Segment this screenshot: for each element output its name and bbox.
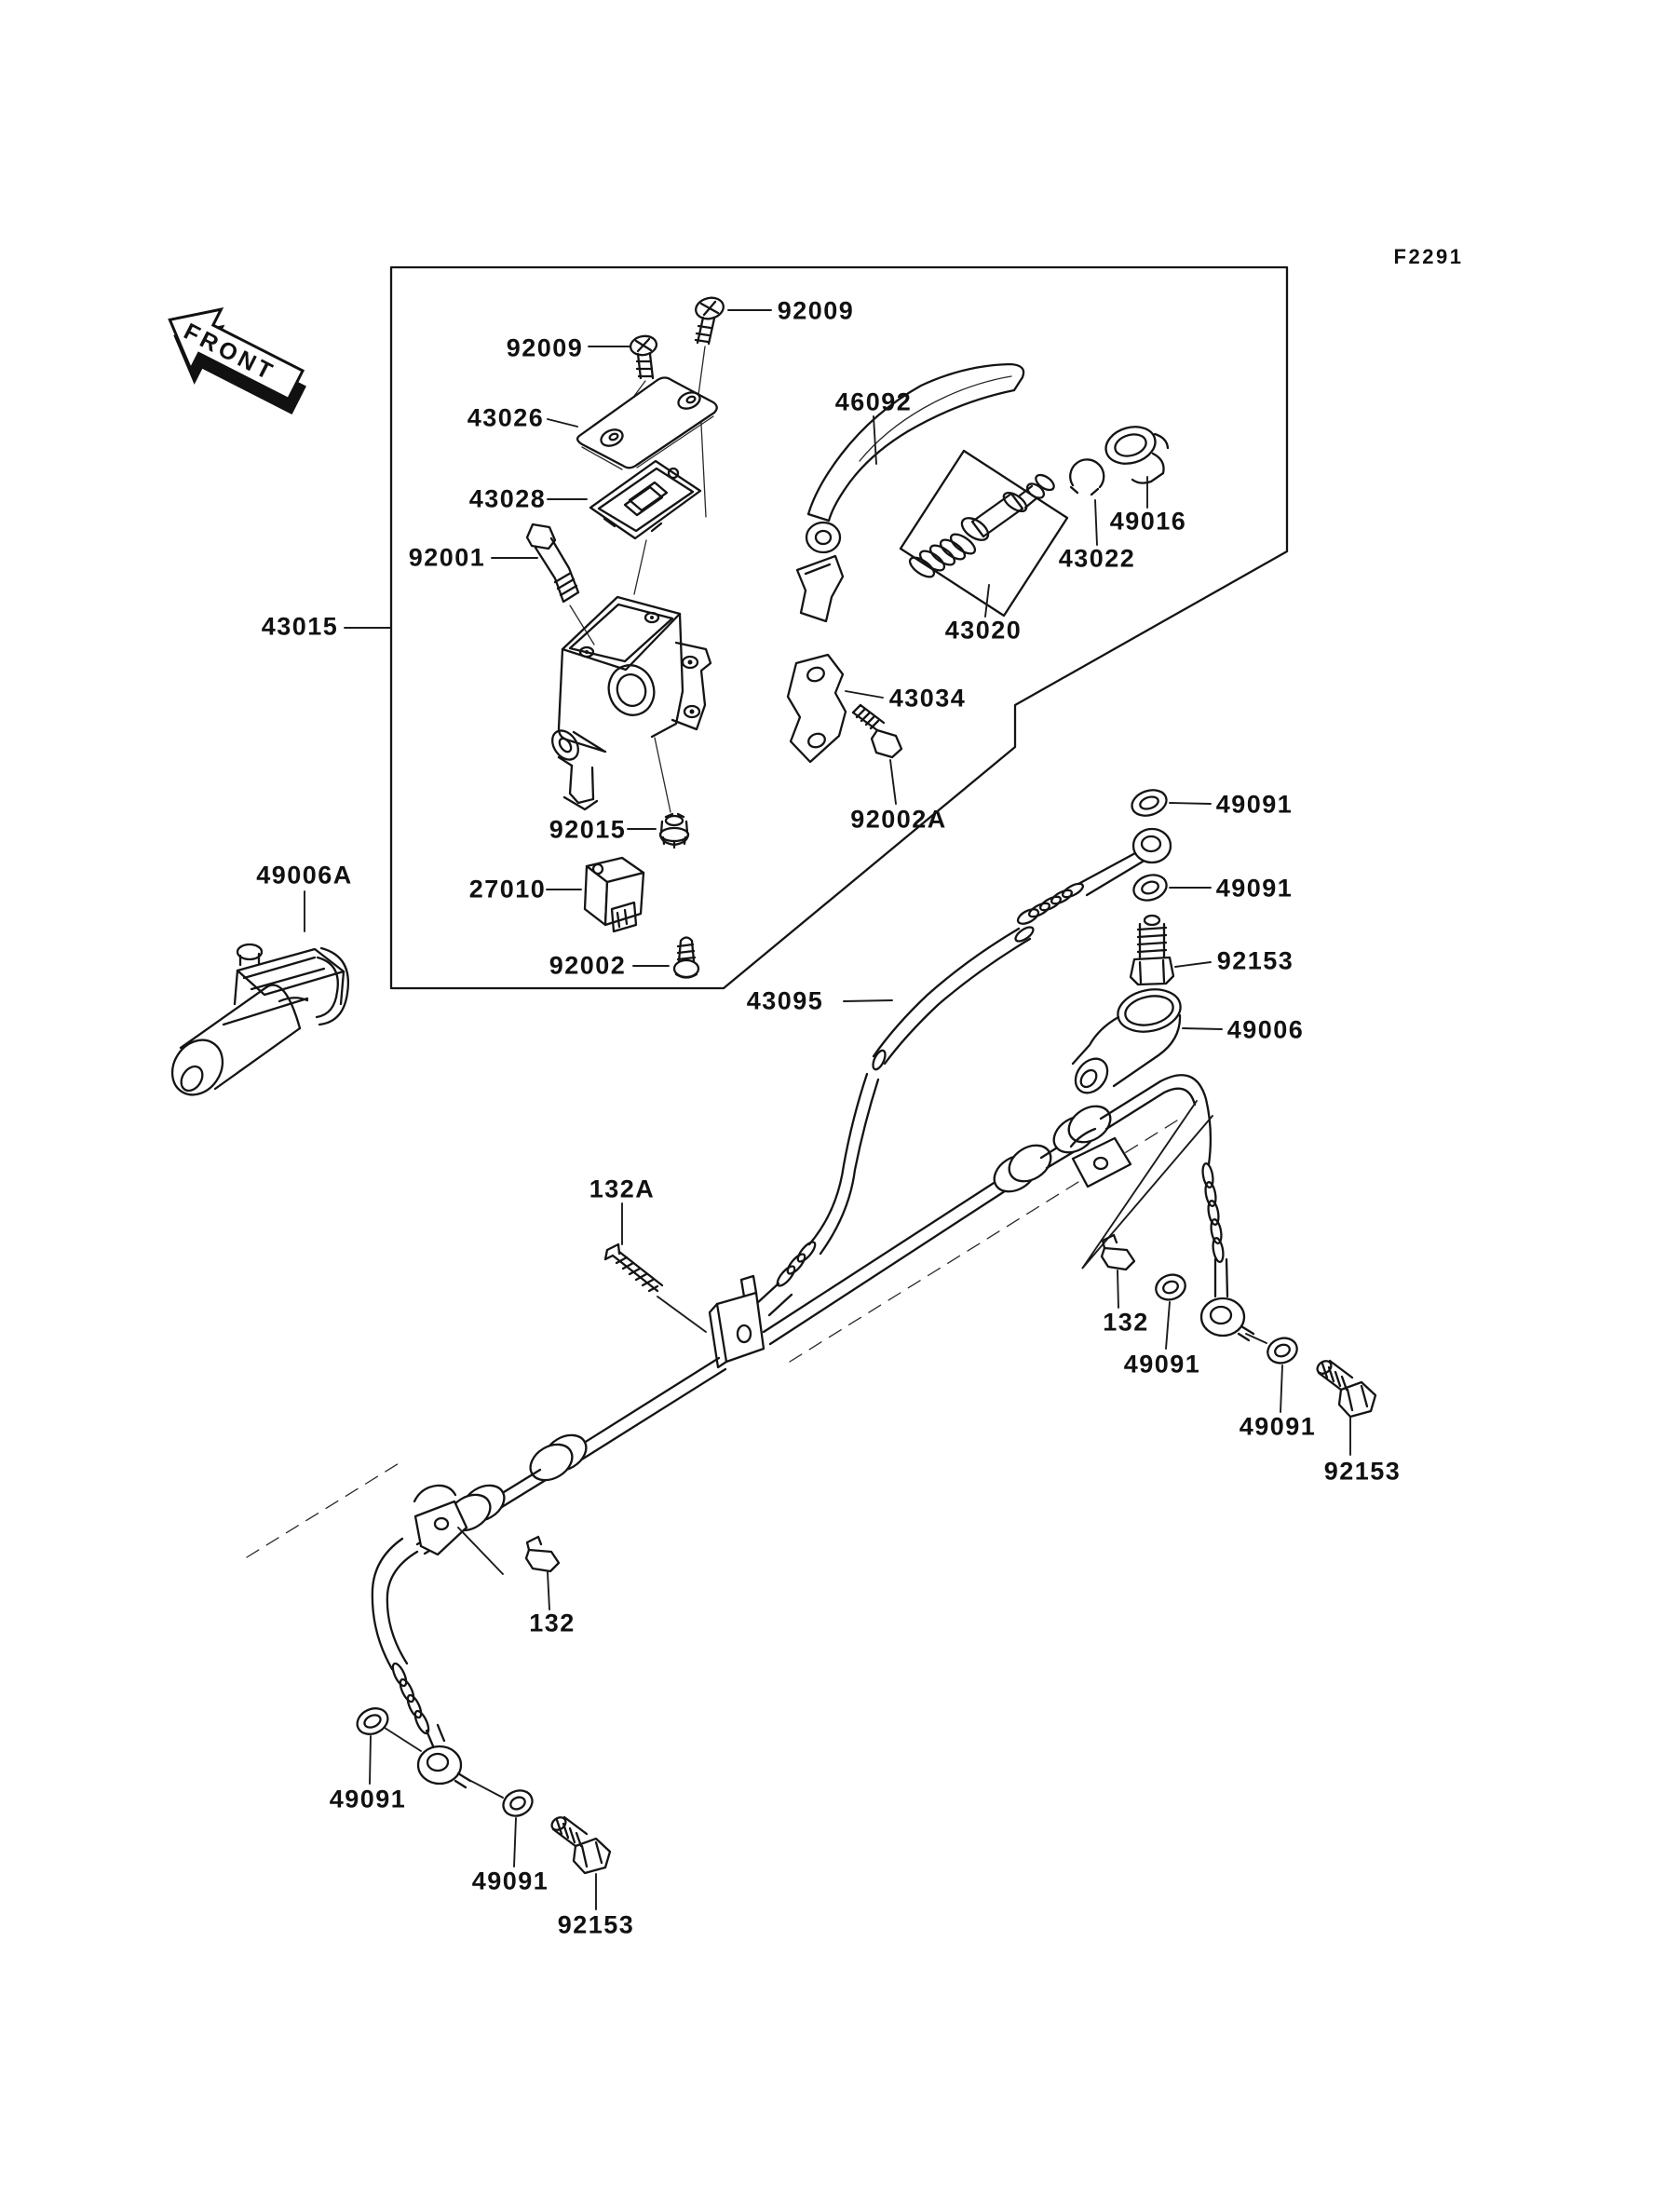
part-sketch-bolt-92153-b	[1315, 1358, 1375, 1455]
part-sketch-cover-49006a	[162, 891, 348, 1105]
part-label-92153-c: 92153	[557, 1910, 635, 1939]
part-label-49091-b: 49091	[1215, 874, 1294, 903]
part-sketch-washer-49091-d	[1265, 1334, 1301, 1412]
part-label-43026: 43026	[467, 403, 545, 432]
part-sketch-bolt-92001	[492, 524, 594, 645]
part-sketch-bolt-92002a	[853, 705, 901, 804]
part-sketch-circlip-43022	[1070, 459, 1104, 545]
part-sketch-screw-132-bottom	[526, 1537, 559, 1609]
part-label-43028: 43028	[468, 484, 547, 513]
part-label-43034: 43034	[888, 684, 967, 713]
part-label-92001: 92001	[408, 543, 486, 572]
part-label-49006: 49006	[1226, 1015, 1305, 1044]
part-sketch-screw-132a	[605, 1203, 706, 1332]
part-label-43020: 43020	[944, 616, 1023, 645]
part-sketch-master-cylinder-43015	[345, 597, 711, 812]
part-sketch-reservoir-cap-43026	[548, 378, 717, 470]
part-sketch-washer-49091-e	[353, 1704, 421, 1784]
part-sketch-washer-49091-b	[1131, 871, 1211, 904]
part-label-49091-e: 49091	[329, 1785, 407, 1813]
part-label-43095: 43095	[746, 986, 824, 1015]
part-sketch-screw-92002	[633, 938, 698, 978]
part-label-132-bottom: 132	[529, 1609, 576, 1637]
part-label-132-mid: 132	[1103, 1308, 1149, 1337]
figure-code: F2291	[1393, 245, 1464, 268]
part-sketch-bolt-92153-a	[1131, 916, 1211, 985]
part-sketch-piston-kit-43020	[901, 451, 1067, 617]
part-sketch-boot-49006	[1069, 984, 1222, 1099]
part-label-46092: 46092	[834, 387, 913, 416]
part-sketch-washer-49091-f	[499, 1786, 536, 1867]
part-label-92009-left: 92009	[506, 333, 584, 362]
part-label-132a: 132A	[589, 1175, 656, 1203]
front-direction-arrow-icon	[149, 291, 320, 430]
part-label-49091-a: 49091	[1215, 790, 1294, 819]
part-label-27010: 27010	[468, 875, 547, 903]
part-sketch-hose-43095	[756, 829, 1171, 1315]
part-sketch-washer-49091-a	[1129, 786, 1211, 820]
part-label-92153-b: 92153	[1323, 1457, 1402, 1486]
part-sketch-bolt-92153-c	[549, 1814, 610, 1909]
part-label-49091-d: 49091	[1239, 1412, 1317, 1441]
part-label-49091-c: 49091	[1123, 1350, 1201, 1378]
front-label-text: FRONT	[179, 318, 280, 387]
part-label-92015: 92015	[549, 815, 627, 844]
part-label-43022: 43022	[1058, 544, 1136, 573]
part-label-92002: 92002	[549, 951, 627, 980]
part-sketch-junction-block	[710, 1276, 764, 1367]
part-sketch-switch-27010	[547, 858, 644, 931]
part-sketch-nut-92015	[628, 814, 688, 848]
part-sketch-left-brake-pipe	[247, 1358, 725, 1748]
part-sketch-dust-boot-49016	[1102, 421, 1168, 508]
part-label-49016: 49016	[1109, 507, 1187, 536]
part-sketch-clamp-43034	[788, 655, 883, 762]
part-label-92153-a: 92153	[1216, 946, 1294, 975]
part-sketch-banjo-eye-bottom	[418, 1746, 503, 1798]
part-sketch-banjo-eye-mid	[1201, 1298, 1267, 1343]
part-label-49006a: 49006A	[256, 861, 353, 890]
part-sketch-washer-49091-c	[1153, 1270, 1189, 1349]
part-label-92002a: 92002A	[850, 805, 947, 834]
part-label-92009-top: 92009	[777, 296, 855, 325]
part-label-49091-f: 49091	[471, 1867, 549, 1895]
part-sketch-screw-132-mid	[1102, 1235, 1134, 1308]
part-label-43015: 43015	[261, 612, 339, 641]
part-sketch-right-brake-pipe	[764, 1075, 1227, 1362]
